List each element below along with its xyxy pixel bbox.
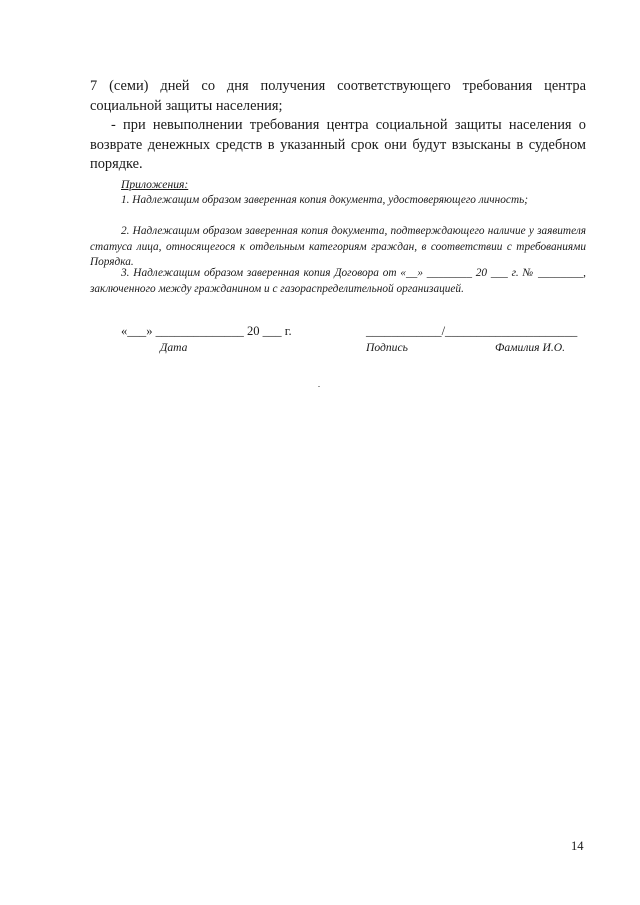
page-number: 14 xyxy=(571,839,584,853)
scan-speck xyxy=(318,386,320,387)
appendix-item-2: 2. Надлежащим образом заверенная копия документа, подтверждающего наличие у заявителя статуса лица, относящегося к отдельным категориям граждан, в соответствии с требованиями Порядка. xyxy=(90,225,586,269)
body-paragraph-2: - при невыполнении требования центра социальной защиты населения о возврате денежных средств в указанный срок они будут взысканы в судебном порядке. xyxy=(90,117,586,172)
date-line: «___» ______________ 20 ___ г. xyxy=(121,324,292,338)
appendix-item-3: 3. Надлежащим образом заверенная копия Договора от «__» ________ 20 ___ г. № ________, заключенного между гражданином и с газораспределительной организацией. xyxy=(90,267,586,295)
name-caption: Фамилия И.О. xyxy=(495,341,565,354)
signature-caption: Подпись xyxy=(366,341,408,354)
body-paragraph-1: 7 (семи) дней со дня получения соответствующего требования центра социальной защиты населения; xyxy=(90,78,586,114)
date-caption: Дата xyxy=(160,341,188,354)
signature-lines: ____________/_____________________ xyxy=(366,324,578,338)
appendix-title: Приложения: xyxy=(121,178,189,191)
appendix-item-1: 1. Надлежащим образом заверенная копия документа, удостоверяющего личность; xyxy=(121,194,529,206)
